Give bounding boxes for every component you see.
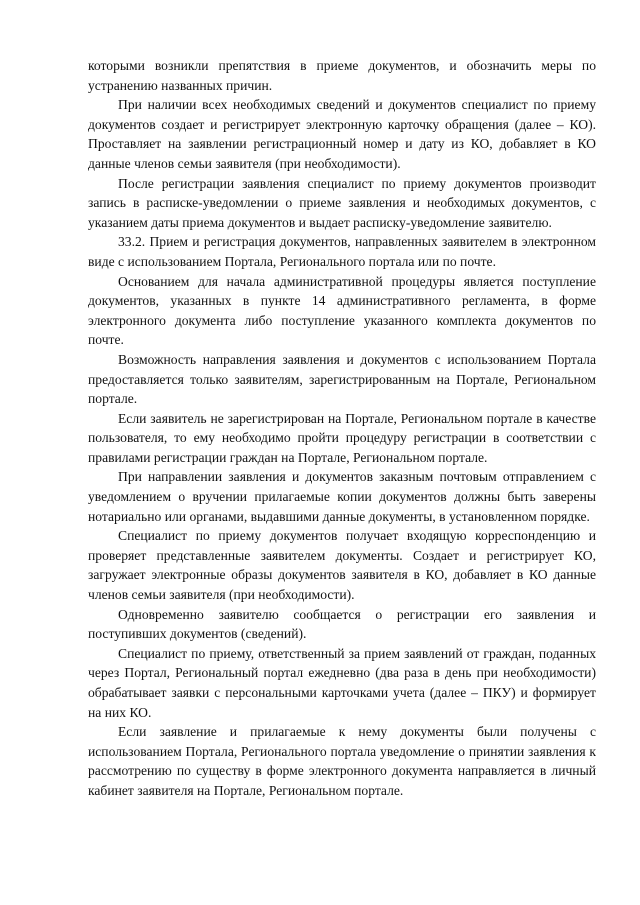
paragraph-registration-card: При наличии всех необходимых сведений и документов специалист по приему документов создает и регистрирует электронную карточку обращения (далее – КО). Проставляет на заявлении регистрационный номер и дату из КО, добавляет в КО данные членов семьи заявителя (при необходимости).	[88, 97, 596, 171]
paragraph-receipt-notice: После регистрации заявления специалист по приему документов производит запись в расписке-уведомлении о приеме заявления и необходимых документов, с указанием даты приема документов и выдает расписку-уведомление заявителю.	[88, 175, 596, 230]
paragraph-portal-access: Возможность направления заявления и документов с использованием Портала предоставляется только заявителям, зарегистрированным на Портале, Региональном портале.	[88, 351, 596, 407]
paragraph-postal-copies: При направлении заявления и документов заказным почтовым отправлением с уведомлением о вручении прилагаемые копии документов должны быть заверены нотариально или органами, выдавшими данные документы, в установленном порядке.	[88, 469, 596, 524]
paragraph-section-33-2: 33.2. Прием и регистрация документов, направленных заявителем в электронном виде с использованием Портала, Регионального портала или по почте.	[88, 234, 596, 269]
paragraph-registration-required: Если заявитель не зарегистрирован на Портале, Региональном портале в качестве пользователя, то ему необходимо пройти процедуру регистрации в соответствии с правилами регистрации граждан на Портале, Региональном портале.	[88, 410, 596, 465]
paragraph-electronic-notice: Если заявление и прилагаемые к нему документы были получены с использованием Портала, Регионального портала уведомление о принятии заявления к рассмотрению по существу в форме электронного документа направляется в личный кабинет заявителя на Портале, Региональном портале.	[88, 724, 596, 798]
paragraph-grounds: Основанием для начала административной процедуры является поступление документов, указанных в пункте 14 административного регламента, в форме электронного документа либо поступление указанного комплекта документов по почте.	[88, 273, 596, 348]
document-page	[88, 56, 596, 801]
paragraph-incoming-correspondence: Специалист по приему документов получает входящую корреспонденцию и проверяет представленные заявителем документы. Создает и регистрирует КО, загружает электронные образы документов заявителя в КО, добавляет в КО данные членов семьи заявителя (при необходимости).	[88, 528, 596, 603]
paragraph-continuation: которыми возникли препятствия в приеме документов, и обозначить меры по устранению названных причин.	[88, 58, 596, 93]
paragraph-daily-processing: Специалист по приему, ответственный за прием заявлений от граждан, поданных через Портал, Региональный портал ежедневно (два раза в день при необходимости) обрабатывает заявки с персональными карточками учета (далее – ПКУ) и формирует на них КО.	[88, 645, 596, 720]
paragraph-applicant-notified: Одновременно заявителю сообщается о регистрации его заявления и поступивших документов (сведений).	[88, 606, 596, 642]
